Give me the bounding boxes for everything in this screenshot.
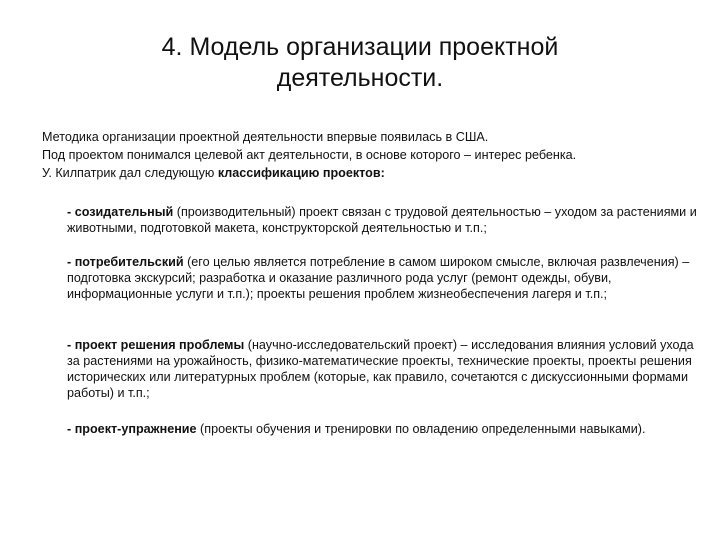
item-description: (научно-исследовательский проект) – исследования влияния условий ухода за растениями на урожайность, физико-математические проекты, технические проекты, проекты решения исторических или литературных проблем (которые, как правило, сочетаются с дискуссионными формами работы) и т.п.; (67, 338, 694, 400)
list-item-problem-solving (67, 337, 707, 401)
intro-line-1: Методика организации проектной деятельности впервые появилась в США. (42, 130, 489, 144)
item-term: - проект решения проблемы (67, 338, 245, 352)
intro-line-3-text: У. Килпатрик дал следующую (42, 166, 218, 180)
list-item-constructive (67, 204, 707, 236)
item-description: (проекты обучения и тренировки по овладению определенными навыками). (196, 422, 646, 436)
list-item-exercise (67, 421, 707, 437)
item-description: (производительный) проект связан с трудовой деятельностью – уходом за растениями и животными, подготовкой макета, конструкторской деятельностью и т.п.; (67, 205, 697, 235)
intro-line-2: Под проектом понимался целевой акт деятельности, в основе которого – интерес ребенка. (42, 148, 577, 162)
slide-title-line-1: 4. Модель организации проектной (161, 33, 559, 61)
slide-title (100, 32, 620, 94)
item-term: - созидательный (67, 205, 174, 219)
item-term: - потребительский (67, 255, 184, 269)
intro-line-3 (42, 164, 692, 182)
item-description: (его целью является потребление в самом широком смысле, включая развлечения) – подготовка экскурсий; разработка и оказание различного рода услуг (ремонт одежды, обуви, информационные услуги и т.п.); проекты решения проблем жизнеобеспечения лагеря и т.п.; (67, 255, 690, 301)
slide-title-line-2: деятельности. (276, 64, 444, 92)
classification-label: классификацию проектов: (217, 166, 385, 180)
item-term: - проект-упражнение (67, 422, 197, 436)
list-item-consumer (67, 254, 707, 302)
intro-paragraph (42, 128, 692, 182)
